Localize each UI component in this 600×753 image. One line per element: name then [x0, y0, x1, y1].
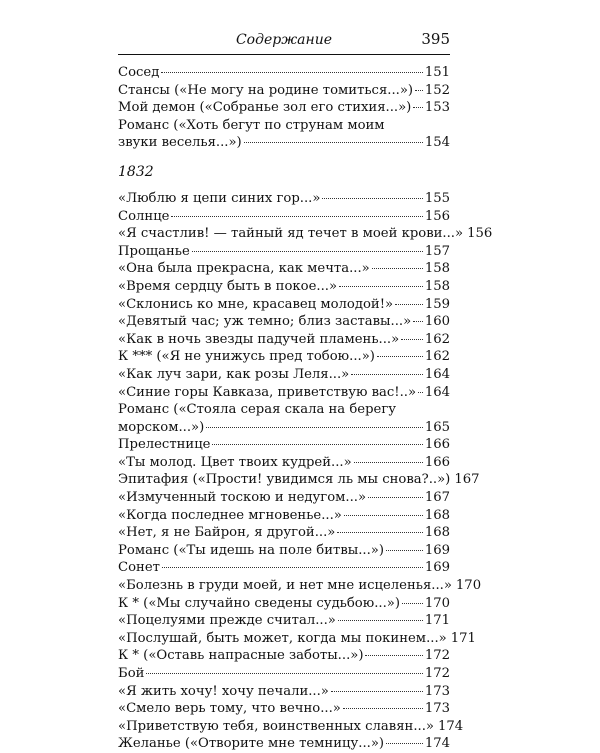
toc-entry: [118, 630, 476, 648]
toc-entry-page: 152: [424, 82, 450, 98]
toc-entry-title: «Склонись ко мне, красавец молодой!»: [118, 296, 394, 312]
toc-entry: [118, 190, 450, 208]
toc-entry-page: 159: [424, 296, 450, 312]
toc-entry-page: 158: [424, 261, 450, 277]
toc-entry-page: 162: [424, 331, 450, 347]
toc-entry-page: 167: [424, 490, 450, 506]
dot-leader: [161, 72, 422, 73]
dot-leader: [192, 251, 423, 252]
dot-leader: [162, 567, 423, 568]
toc-entry-title: Стансы («Не могу на родине томиться...»): [118, 82, 414, 98]
dot-leader: [418, 392, 423, 393]
dot-leader: [171, 216, 422, 217]
dot-leader: [343, 708, 423, 709]
dot-leader: [368, 497, 423, 498]
toc-entry-title: Романс («Хоть бегут по струнам моим: [118, 117, 385, 133]
toc-entry: [118, 208, 450, 226]
header-page-number: 395: [421, 30, 450, 48]
toc-entry-title: Желанье («Отворите мне темницу...»): [118, 736, 385, 752]
toc-entry-title: Сонет: [118, 560, 160, 576]
toc-entry-title: Эпитафия («Прости! увидимся ль мы снова?..»): [118, 472, 451, 488]
toc-entry-page: 154: [424, 135, 450, 151]
toc-entry-title: «Она была прекрасна, как мечта...»: [118, 261, 370, 277]
toc-entry: [118, 243, 450, 261]
header-rule: [118, 54, 450, 55]
toc-entry: [118, 401, 450, 436]
toc-entry-page: 171: [424, 613, 450, 629]
toc-entry-page: 155: [424, 190, 450, 206]
toc-entry: [118, 117, 450, 152]
toc-entry-page: 162: [424, 349, 450, 365]
toc-entry: [118, 64, 450, 82]
dot-leader: [354, 462, 423, 463]
toc-entry-title: К *** («Я не унижусь пред тобою...»): [118, 349, 375, 365]
toc-entry-title: «Ты молод. Цвет твоих кудрей...»: [118, 454, 352, 470]
toc-entry: [118, 82, 450, 100]
dot-leader: [372, 268, 423, 269]
toc-entry-title: Прелестнице: [118, 437, 211, 453]
dot-leader: [338, 620, 423, 621]
toc-entry-title: Сосед: [118, 65, 160, 80]
toc-entry-title: «Люблю я цепи синих гор...»: [118, 190, 321, 206]
dot-leader: [415, 90, 423, 91]
toc-entry-title: Бой: [118, 666, 145, 681]
toc-entry-title: «Нет, я не Байрон, я другой...»: [118, 525, 336, 541]
toc-entry-page: 169: [424, 542, 450, 558]
toc-entry: [118, 735, 450, 753]
toc-entry-page: 166: [424, 437, 450, 453]
toc-list-top: [118, 64, 450, 152]
toc-entry: [118, 260, 450, 278]
toc-entry-title: Мой демон («Собранье зол его стихия...»): [118, 100, 412, 116]
dot-leader: [365, 655, 422, 656]
toc-entry-title: звуки веселья...»): [118, 135, 242, 151]
toc-entry: [118, 507, 450, 525]
toc-entry-title: К * («Оставь напрасные заботы...»): [118, 648, 364, 664]
toc-entry-page: 169: [424, 560, 450, 576]
year-heading: 1832: [118, 163, 154, 180]
toc-entry-title: «Когда последнее мгновенье...»: [118, 507, 342, 523]
toc-entry-page: 153: [424, 100, 450, 116]
toc-entry-page: 168: [424, 507, 450, 523]
toc-entry: [118, 384, 450, 402]
toc-entry-page: 171: [450, 630, 476, 646]
toc-page: [118, 30, 493, 753]
toc-entry-title: Романс («Ты идешь на поле битвы...»): [118, 542, 385, 558]
toc-entry-title: «Я жить хочу! хочу печали...»: [118, 683, 329, 699]
dot-leader: [377, 356, 423, 357]
toc-entry-title: «Болезнь в груди моей, и нет мне исцеленья...»: [118, 578, 452, 594]
toc-entry-page: 156: [467, 226, 493, 242]
toc-entry-title: «Девятый час; уж темно; близ заставы...»: [118, 314, 412, 330]
toc-entry-title: «Время сердцу быть в покое...»: [118, 278, 338, 294]
toc-entry-page: 158: [424, 278, 450, 294]
dot-leader: [413, 321, 423, 322]
dot-leader: [351, 374, 423, 375]
toc-entry-title: «Я счастлив! — тайный яд течет в моей крови...»: [118, 226, 464, 242]
toc-entry-title: «Измученный тоскою и недугом...»: [118, 490, 367, 506]
toc-entry: [118, 454, 450, 472]
toc-entry: [118, 595, 450, 613]
toc-entry-page: 168: [424, 525, 450, 541]
toc-entry-title: «Поцелуями прежде считал...»: [118, 613, 336, 629]
toc-entry-title: Солнце: [118, 208, 170, 224]
header-title: Содержание: [235, 32, 333, 48]
dot-leader: [206, 427, 423, 428]
toc-entry: [118, 542, 450, 560]
toc-entry-page: 164: [424, 384, 450, 400]
toc-entry: [118, 700, 450, 718]
toc-entry-page: 174: [437, 718, 464, 734]
toc-entry-page: 166: [424, 454, 450, 470]
dot-leader: [339, 286, 423, 287]
toc-entry: [118, 99, 450, 117]
dot-leader: [395, 304, 423, 305]
toc-entry-title: К * («Мы случайно сведены судьбою...»): [118, 595, 401, 611]
toc-entry-page: 151: [424, 65, 450, 80]
toc-entry: [118, 577, 482, 595]
toc-entry: [118, 313, 450, 331]
toc-entry-title: «Как луч зари, как розы Леля...»: [118, 366, 350, 382]
dot-leader: [146, 673, 422, 674]
dot-leader: [337, 532, 422, 533]
toc-entry-page: 170: [424, 595, 450, 611]
toc-entry: [118, 489, 450, 507]
dot-leader: [386, 550, 423, 551]
toc-entry-page: 172: [424, 666, 450, 681]
toc-entry-title: «Приветствую тебя, воинственных славян...»: [118, 718, 434, 734]
toc-entry: [118, 296, 450, 314]
toc-entry: [118, 559, 450, 577]
toc-entry-title: «Послушай, быть может, когда мы покинем...»: [118, 630, 447, 646]
toc-entry-page: 167: [454, 472, 480, 488]
toc-entry: [118, 348, 450, 366]
toc-entry-title: Романс («Стояла серая скала на берегу: [118, 402, 397, 418]
toc-entry-page: 172: [424, 648, 450, 664]
toc-entry-title: «Смело верь тому, что вечно...»: [118, 701, 341, 717]
toc-entry: [118, 331, 450, 349]
dot-leader: [413, 107, 422, 108]
dot-leader: [401, 339, 423, 340]
toc-entry-page: 160: [424, 314, 450, 330]
toc-entry-page: 164: [424, 366, 450, 382]
dot-leader: [244, 142, 423, 143]
dot-leader: [344, 515, 423, 516]
toc-entry: [118, 718, 464, 736]
toc-entry: [118, 665, 450, 683]
toc-entry-page: 173: [424, 683, 450, 699]
toc-list-1832: [118, 190, 493, 753]
toc-entry: [118, 612, 450, 630]
toc-entry-page: 165: [424, 419, 450, 435]
dot-leader: [386, 743, 423, 744]
toc-entry-page: 170: [455, 578, 482, 594]
toc-entry-title: «Как в ночь звезды падучей пламень...»: [118, 331, 400, 347]
dot-leader: [331, 691, 423, 692]
toc-entry: [118, 647, 450, 665]
running-header: [118, 30, 450, 52]
toc-entry: [118, 366, 450, 384]
toc-entry-title: Прощанье: [118, 243, 190, 259]
toc-entry: [118, 471, 480, 489]
toc-entry: [118, 683, 450, 701]
toc-entry-title: морском...»): [118, 419, 205, 435]
toc-entry-page: 156: [424, 208, 450, 224]
dot-leader: [322, 198, 422, 199]
toc-entry-title: «Синие горы Кавказа, приветствую вас!..»: [118, 384, 417, 400]
toc-entry-page: 157: [424, 243, 450, 259]
dot-leader: [212, 444, 422, 445]
toc-entry: [118, 436, 450, 454]
toc-entry-page: 173: [424, 701, 450, 717]
toc-entry: [118, 524, 450, 542]
toc-entry: [118, 225, 493, 243]
toc-entry: [118, 278, 450, 296]
dot-leader: [402, 603, 423, 604]
toc-entry-page: 174: [424, 736, 450, 752]
